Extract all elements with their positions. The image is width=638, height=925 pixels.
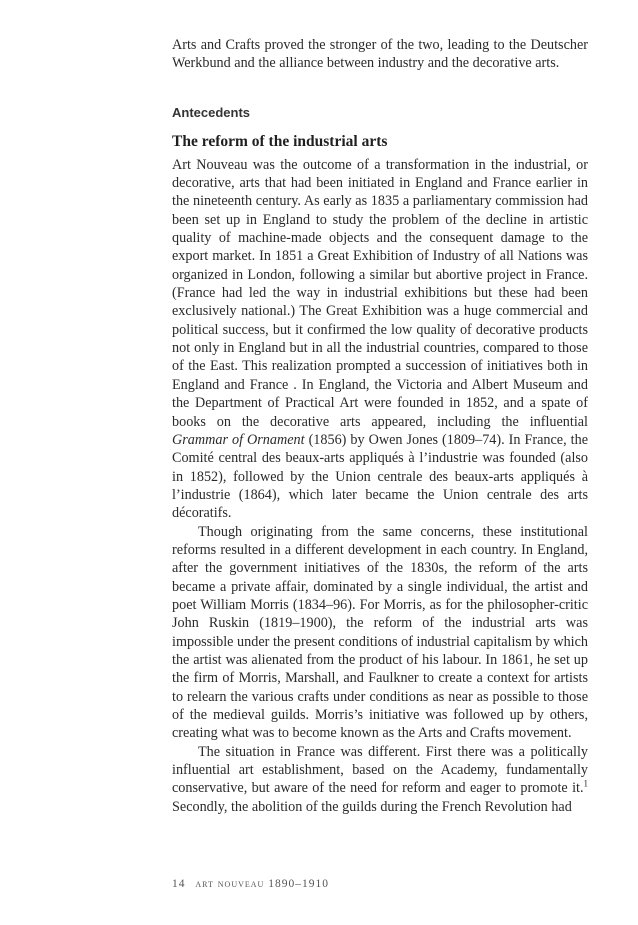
p1-text-before: Art Nouveau was the outcome of a transformation in the industrial, or decorative, arts that had been initiated in England and France earlier in the nineteenth century. As early as 1835 a parliamentary commission had been set up in England to study the problem of the decline in artistic quality of machine-made objects and the consequent damage to the export market. In 1851 a Great Exhibition of Industry of all Nations was organized in London, following a similar but abortive project in France. (France had led the way in industrial exhibitions but these had been exclusively national.) The Great Exhibition was a huge commercial and political success, but it confirmed the low quality of decorative products not only in England but in all the industrial countries, compared to those of the East. This realization prompted a succession of initiatives both in England and France . In England, the Victoria and Albert Museum and the Department of Practical Art were founded in 1852, and a spate of books on the decorative arts appeared, including the influential — [172, 156, 588, 430]
running-title: art nouveau 1890–1910 — [195, 878, 329, 890]
body-paragraph-2: Though originating from the same concerns, these institutional reforms resulted in a different development in each country. In England, after the government initiatives of the 1830s, the reform of the arts became a private affair, dominated by a single individual, the artist and poet William Morris (1834–96). For Morris, as for the philosopher-critic John Ruskin (1819–1900), the reform of the industrial arts was impossible under the present conditions of industrial capitalism by which the artist was alienated from the product of his labour. In 1861, he set up the firm of Morris, Marshall, and Faulkner to create a context for artists to relearn the various crafts under conditions as near as possible to those of the medieval guilds. Morris’s initiative was followed up by others, creating what was to become known as the Arts and Crafts movement. — [172, 523, 588, 742]
page-content — [172, 36, 588, 816]
body-paragraph-3 — [172, 743, 588, 816]
section-label: Antecedents — [172, 104, 251, 120]
book-title: Grammar of Ornament — [172, 431, 305, 448]
p3-text-before: The situation in France was different. First there was a politically influential art establishment, based on the Academy, fundamentally conservative, but aware of the need for reform and eager to promote it. — [172, 743, 588, 797]
p1-text-after: (1856) by Owen Jones (1809–74). In France, the Comité central des beaux-arts appliqués à l’industrie was founded (also in 1852), followed by the Union centrale des beaux-arts appliqués à l’industrie (1864), which later became the Union centrale des arts décoratifs. — [172, 431, 588, 522]
subheading: The reform of the industrial arts — [172, 132, 388, 150]
page-footer — [172, 878, 329, 890]
p3-text-after: Secondly, the abolition of the guilds during the French Revolution had — [172, 798, 572, 815]
intro-paragraph: Arts and Crafts proved the stronger of the two, leading to the Deutscher Werkbund and the alliance between industry and the decorative arts. — [172, 37, 588, 72]
body-paragraph-1 — [172, 156, 588, 523]
footnote-marker: 1 — [583, 778, 588, 789]
page-number: 14 — [172, 878, 186, 890]
